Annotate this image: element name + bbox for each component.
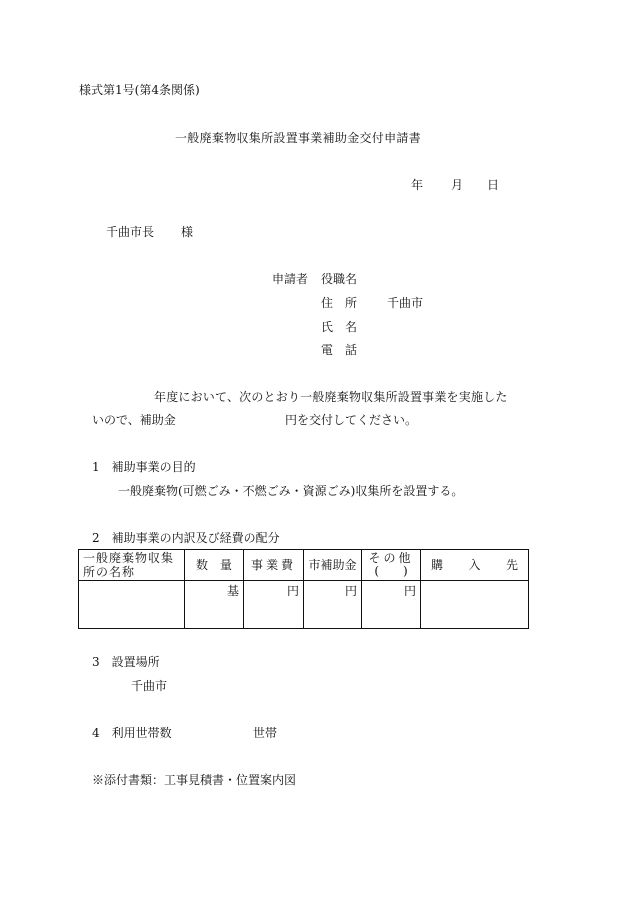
header-other-line-1: その他 <box>368 551 414 565</box>
header-facility-name-line-1: 一般廃棄物収集 <box>83 551 175 565</box>
header-cost: 事業費 <box>244 550 304 581</box>
section-2-heading: 2 補助事業の内訳及び経費の配分 <box>92 531 280 545</box>
attachments-note: ※添付書類：工事見積書・位置案内図 <box>92 773 297 787</box>
applicant-address-value: 千曲市 <box>387 296 424 310</box>
body-line-1: 年度において、次のとおり一般廃棄物収集所設置事業を実施した <box>154 390 508 404</box>
form-number: 様式第1号(第4条関係) <box>79 83 200 97</box>
header-purchase-from <box>421 550 529 581</box>
header-quantity: 数 量 <box>185 550 244 581</box>
table-header-row <box>79 550 529 581</box>
header-facility-name <box>79 550 185 581</box>
date-year: 年 <box>411 178 424 192</box>
section-1-heading: 1 補助事業の目的 <box>92 460 196 474</box>
cell-quantity-unit: 基 <box>185 581 244 629</box>
body-line-2-a: いので、補助金 <box>92 413 176 427</box>
cell-purchase-from <box>421 581 529 629</box>
applicant-address-label: 住 所 <box>321 296 358 310</box>
date-month: 月 <box>451 178 464 192</box>
applicant-name-label: 氏 名 <box>321 320 358 334</box>
document-title: 一般廃棄物収集所設置事業補助金交付申請書 <box>175 131 422 145</box>
header-purchase-from-c: 先 <box>505 558 518 572</box>
date-day: 日 <box>487 178 500 192</box>
header-facility-name-line-2: 所の名称 <box>83 565 136 579</box>
section-1-content: 一般廃棄物(可燃ごみ・不燃ごみ・資源ごみ)収集所を設置する。 <box>118 484 464 498</box>
addressee-honorific: 様 <box>181 225 194 239</box>
addressee-name: 千曲市長 <box>106 225 155 239</box>
section-4-heading: 4 利用世帯数 <box>92 726 172 740</box>
applicant-label: 申請者 <box>272 272 309 286</box>
cell-other-unit: 円 <box>362 581 421 629</box>
header-other <box>362 550 421 581</box>
header-purchase-from-a: 購 <box>431 558 444 572</box>
table-row <box>79 581 529 629</box>
applicant-phone-label: 電 話 <box>321 343 358 357</box>
header-other-line-2: ( ) <box>374 564 408 578</box>
body-line-2-b: 円を交付してください。 <box>285 413 418 427</box>
applicant-position-label: 役職名 <box>321 272 358 286</box>
header-subsidy: 市補助金 <box>304 550 362 581</box>
cell-facility-name <box>79 581 185 629</box>
section-3-heading: 3 設置場所 <box>92 655 160 669</box>
allocation-table <box>78 549 529 629</box>
section-4-unit: 世帯 <box>253 726 278 740</box>
cell-subsidy-unit: 円 <box>304 581 362 629</box>
header-purchase-from-b: 入 <box>468 558 481 572</box>
section-3-content: 千曲市 <box>131 679 168 693</box>
cell-cost-unit: 円 <box>244 581 304 629</box>
